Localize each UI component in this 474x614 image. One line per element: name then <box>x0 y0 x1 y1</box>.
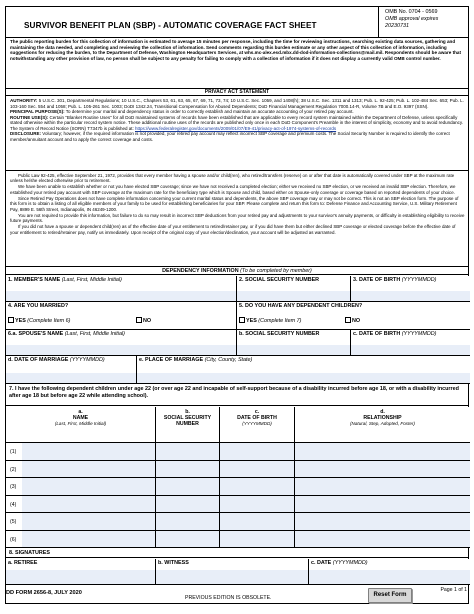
retiree-signature-field[interactable]: a. RETIREE <box>6 559 156 585</box>
witness-signature-field[interactable]: b. WITNESS <box>156 559 309 585</box>
child-relationship-input[interactable] <box>295 478 470 495</box>
row-number: (4) <box>10 501 17 508</box>
omb-expiry: 20230731 <box>385 23 409 29</box>
child-ssn-input[interactable] <box>156 496 220 513</box>
spouse-ssn-input[interactable] <box>237 345 350 355</box>
child-dob-input[interactable] <box>220 513 295 530</box>
marriage-date-input[interactable] <box>6 373 136 383</box>
member-name-field[interactable]: 1. MEMBER'S NAME (Last, First, Middle Initial) <box>6 276 237 302</box>
witness-signature-input[interactable] <box>156 570 308 584</box>
table-row <box>6 478 470 496</box>
married-question: 4. ARE YOU MARRIED? YES (Complete Item 6) NO <box>6 302 237 330</box>
intro-text <box>6 173 468 263</box>
child-ssn-input[interactable] <box>156 461 220 478</box>
member-ssn-input[interactable] <box>237 291 350 301</box>
spouse-dob-field[interactable]: c. DATE OF BIRTH (YYYYMMDD) <box>351 330 470 356</box>
signature-date-input[interactable] <box>309 570 470 584</box>
spouse-name-field[interactable]: 6.a. SPOUSE'S NAME (Last, First, Middle Initial) <box>6 330 237 356</box>
intro-paragraph: Since Retired Pay Operations does not have complete information concerning your current marital status and dependents, the above SBP coverage may or may not be correct. This is not an SBP election form. The purpose of this form is to obtain a listing of all eligible members of your family to be used for establishing beneficiaries for your SBP. Please complete and return this form to: Defense Finance and Accounting Service, U.S. Military Retirement Pay, 8899 E. 56th Street, Indianapolis, IN 46249-1200. <box>10 195 459 212</box>
checkbox-box[interactable] <box>239 317 245 323</box>
spouse-dob-input[interactable] <box>351 345 470 355</box>
member-name-input[interactable] <box>6 291 236 301</box>
omb-approval: OMB approval expires <box>385 16 439 22</box>
child-name-input[interactable] <box>22 513 156 530</box>
member-dob-field[interactable]: 3. DATE OF BIRTH (YYYYMMDD) <box>351 276 470 302</box>
authority-text: 5 U.S.C. 301, Departmental Regulations; 10 U.S.C., Chapters 53, 61, 63, 65, 67, 69, 71, 73, 74; 10 U.S.C. Sec. 1059, and 1408(h); 38 U.S.C. Sec. 1311 and 1313; Pub. L. 92-425; Pub. L. 102-484 Sec. 653; Pub. L. 103-160 Sec. 554 and 1058; Pub. L. 105-261 Sec. 1003; DoDI 1342.24, Transitional Compensation for Abused Dependents; DoD Financial Management Regulation 7000.14-R, Volume 7B and E.O. 9397 (SSN). <box>10 98 464 109</box>
row-number: (6) <box>10 536 17 543</box>
row-number: (5) <box>10 519 17 525</box>
child-name-input[interactable] <box>22 496 156 513</box>
member-ssn-field[interactable]: 2. SOCIAL SECURITY NUMBER <box>237 276 351 302</box>
disclosure-label: DISCLOSURE: <box>10 131 42 137</box>
purpose-label: PRINCIPAL PURPOSE(S): <box>10 109 65 115</box>
intro-paragraph: We have been unable to establish whether or not you have elected SBP coverage; since we have not received a completed election; either we received no SBP election, or we received an invalid SBP election. Therefore, we established your retired pay account with SBP coverage at the maximum rate for the beneficiary type which is Spouse and child, based either on Spouse-only coverage or coverage based on reported dependents of your choice. <box>10 184 456 195</box>
child-ssn-input[interactable] <box>156 513 220 530</box>
reset-form-button[interactable]: Reset Form <box>368 588 412 603</box>
child-ssn-input[interactable] <box>156 531 220 548</box>
child-dob-input[interactable] <box>220 531 295 548</box>
form-header <box>6 7 468 38</box>
previous-edition-note: PREVIOUS EDITION IS OBSOLETE. <box>185 595 272 601</box>
privacy-act-title: PRIVACY ACT STATEMENT <box>6 88 468 96</box>
sorn-link[interactable]: https://www.federalregister.gov/documents/2009/01/07/E9-41/privacy-act-of-1974-systems-of-records <box>135 125 337 131</box>
child-relationship-input[interactable] <box>295 531 470 548</box>
child-relationship-input[interactable] <box>295 496 470 513</box>
marriage-place-field[interactable]: e. PLACE OF MARRIAGE (City, County, State) <box>137 356 470 384</box>
child-relationship-input[interactable] <box>295 461 470 478</box>
page-number: Page 1 of 1 <box>440 587 467 593</box>
omb-box <box>378 7 468 38</box>
divider <box>6 170 468 171</box>
child-relationship-input[interactable] <box>295 513 470 530</box>
marriage-place-input[interactable] <box>137 373 470 383</box>
child-dob-input[interactable] <box>220 443 295 460</box>
form-title: SURVIVOR BENEFIT PLAN (SBP) - AUTOMATIC COVERAGE FACT SHEET <box>24 21 317 30</box>
checkbox-box[interactable] <box>136 317 142 323</box>
table-row <box>6 531 470 549</box>
checkbox-box[interactable] <box>345 317 351 323</box>
privacy-act-statement <box>6 98 468 168</box>
table-row <box>6 461 470 479</box>
signatures-title: 8. SIGNATURES <box>6 548 468 558</box>
children-question: 5. DO YOU HAVE ANY DEPENDENT CHILDREN? YES (Complete Item 7) NO <box>237 302 470 330</box>
table-row <box>6 513 470 531</box>
children-statement: 7. I have the following dependent children under age 22 (or over age 22 and incapable of self-support because of a disability incurred before age 18, or with a disability incurred after age 18 but before age 22 while attending school). <box>6 384 468 406</box>
column-header-name: a. NAME (Last, First, Middle Initial) <box>6 407 156 443</box>
routine-use-text: Certain "Blanket Routine Uses" for all DoD maintained systems of records have been established that are applicable to every record system maintained within the Department of Defense, unless specifically stated otherwise within the particular record system notice. These additional routine uses of the records are published only once in each DoD Component's Preamble in the interest of simplicity, economy and to avoid redundancy. The System of Record Notice (SORN) T7347b is published at: <box>10 114 464 131</box>
row-number: (3) <box>10 484 17 490</box>
table-row <box>6 496 470 514</box>
intro-paragraph: Public Law 92-425, effective September 21, 1972, provides that every member having a spouse and/or child(ren), who retired/transfers (reserve) on or after that date is automatically covered under SBP at the maximum rate unless he/she elected otherwise prior to retirement. <box>10 173 455 184</box>
children-yes-checkbox[interactable]: YES (Complete Item 7) <box>239 317 301 324</box>
burden-statement: The public reporting burden for this collection of information is estimated to average 15 minutes per response, including the time for reviewing instructions, searching existing data sources, gathering and maintaining the data needed, and completing and reviewing the collection of information. Send comments regarding this burden estimate or any other aspect of this collection of information, including suggestions for reducing the burden, to the Department of Defense, Washington Headquarters Services, at whs.mc-alex.esd.mbx.dd-dod-information-collections@mail.mil. Respondents should be aware that notwithstanding any other provision of law, no person shall be subject to any penalty for failing to comply with a collection of information if it does not display a currently valid OMB control number. <box>10 39 461 61</box>
row-number: (2) <box>10 466 17 473</box>
dependency-section-title: DEPENDENCY INFORMATION (To be completed by member) <box>6 266 468 275</box>
child-dob-input[interactable] <box>220 496 295 513</box>
purpose-text: To determine your marital and dependency status in order to correctly establish and maintain an accurate accounting of your retired pay account. <box>65 109 354 115</box>
form-number: DD FORM 2656-8, JULY 2020 <box>6 590 82 596</box>
married-yes-checkbox[interactable]: YES (Complete Item 6) <box>8 317 70 324</box>
member-dob-input[interactable] <box>351 291 470 301</box>
row-number: (1) <box>10 449 17 455</box>
signature-date-field[interactable]: c. DATE (YYYYMMDD) <box>309 559 470 585</box>
disclosure-text: Voluntary; however, if the required information is not provided, your retired pay account may reflect incorrect SBP coverage and premium costs. The Social Security Number is required to identify the correct member/annuitant account and to apply the correct coverage and costs. <box>10 131 450 142</box>
column-header-dob: c. DATE OF BIRTH (YYYYMMDD) <box>220 407 295 443</box>
child-name-input[interactable] <box>22 531 156 548</box>
child-ssn-input[interactable] <box>156 443 220 460</box>
child-dob-input[interactable] <box>220 478 295 495</box>
child-name-input[interactable] <box>22 461 156 478</box>
authority-label: AUTHORITY: <box>10 98 38 103</box>
retiree-signature-input[interactable] <box>6 570 155 584</box>
fact-sheet-form <box>5 6 469 604</box>
children-no-checkbox[interactable]: NO <box>345 317 360 324</box>
routine-use-label: ROUTINE USE(S): <box>10 114 49 120</box>
intro-paragraph: You are not required to provide this information, but failure to do so may result in incorrect SBP deductions from your retired pay and adjustments to your survivor's annuity payments, or difficulty in establishing eligibility to receive future payments. <box>10 212 465 224</box>
marriage-date-field[interactable]: d. DATE OF MARRIAGE (YYYYMMDD) <box>6 356 137 384</box>
child-relationship-input[interactable] <box>295 443 470 460</box>
spouse-ssn-field[interactable]: b. SOCIAL SECURITY NUMBER <box>237 330 351 356</box>
child-name-input[interactable] <box>22 443 156 460</box>
child-dob-input[interactable] <box>220 461 295 478</box>
intro-paragraph: If you did not have a spouse or dependent child(ren) as of the effective date of your entitlement to retired/retainer pay, or if you did have them but either declined SBP coverage or elected coverage before the effective date of your entitlement to retired/retainer pay, notify us immediately. Upon receipt of the original copy of your election/declination, your account will be adjusted as warranted. <box>10 224 456 235</box>
checkbox-box[interactable] <box>8 317 14 323</box>
column-header-ssn: b. SOCIAL SECURITY NUMBER <box>156 407 220 443</box>
column-header-relationship: d. RELATIONSHIP (Natural, Step, Adopted, Foster) <box>295 407 470 443</box>
child-ssn-input[interactable] <box>156 478 220 495</box>
spouse-name-input[interactable] <box>6 345 236 355</box>
child-name-input[interactable] <box>22 478 156 495</box>
omb-number: OMB No. 0704 - 0569 <box>385 9 438 15</box>
table-row <box>6 443 470 461</box>
married-no-checkbox[interactable]: NO <box>136 317 151 324</box>
